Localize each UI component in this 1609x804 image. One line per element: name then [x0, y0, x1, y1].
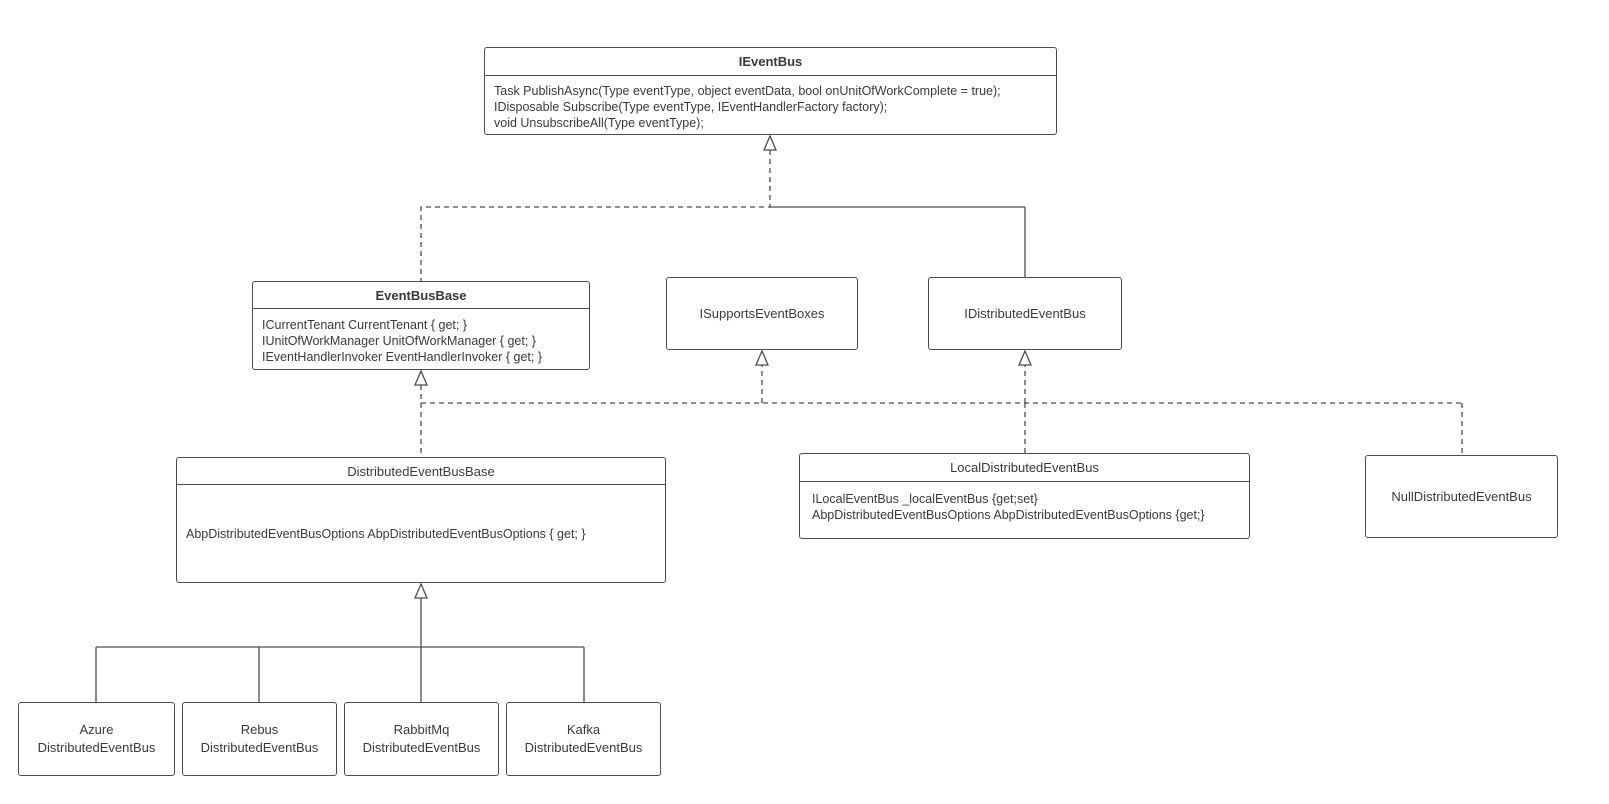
class-title: DistributedEventBusBase	[177, 458, 665, 485]
class-title: IEventBus	[485, 48, 1056, 76]
class-title-line2: DistributedEventBus	[200, 740, 319, 755]
member-line: ILocalEventBus _localEventBus {get;set}	[812, 492, 1038, 506]
class-box-nulldistributedeventbus	[1365, 455, 1558, 538]
hollow-triangle-idistributedeventbus	[1019, 351, 1031, 365]
member-line: IUnitOfWorkManager UnitOfWorkManager { get; }	[262, 334, 536, 348]
class-box-azuredistributedeventbus	[18, 702, 175, 776]
class-box-localdistributedeventbus	[799, 453, 1250, 539]
class-box-rabbitmqdistributedeventbus	[344, 702, 499, 776]
class-title-line1: Kafka	[566, 722, 601, 737]
class-title: EventBusBase	[253, 282, 589, 309]
class-box-idistributedeventbus	[928, 277, 1122, 350]
hollow-triangle-eventbusbase	[415, 371, 427, 385]
class-title-line1: RabbitMq	[393, 722, 450, 737]
class-box-kafkadistributedeventbus	[506, 702, 661, 776]
connector-providers-tree	[96, 598, 584, 702]
class-title: NullDistributedEventBus	[1391, 489, 1532, 504]
class-title-line2: DistributedEventBus	[524, 740, 643, 755]
class-title: ISupportsEventBoxes	[699, 306, 825, 321]
class-title-line1: Azure	[79, 722, 114, 737]
class-title-line2: DistributedEventBus	[37, 740, 156, 755]
member-line: ICurrentTenant CurrentTenant { get; }	[262, 318, 467, 332]
member-line: AbpDistributedEventBusOptions AbpDistributedEventBusOptions { get; }	[186, 526, 586, 541]
connector-idistributedeventbus-extends-ieventbus	[770, 207, 1025, 277]
hollow-triangle-ieventbus	[764, 136, 776, 150]
class-box-isupportseventboxes	[666, 277, 858, 350]
class-box-distributedeventbusbase	[176, 457, 666, 583]
member-line: void UnsubscribeAll(Type eventType);	[494, 116, 704, 130]
member-line: AbpDistributedEventBusOptions AbpDistributedEventBusOptions {get;}	[812, 508, 1205, 522]
class-title: LocalDistributedEventBus	[800, 454, 1249, 482]
class-members	[485, 76, 1056, 134]
hollow-triangle-distributedeventbusbase	[415, 584, 427, 598]
class-members	[800, 482, 1249, 538]
connector-eventbusbase-realizes-ieventbus	[421, 150, 770, 281]
member-line: IDisposable Subscribe(Type eventType, IEventHandlerFactory factory);	[494, 100, 888, 114]
member-line: Task PublishAsync(Type eventType, object eventData, bool onUnitOfWorkComplete = true);	[494, 84, 1001, 98]
class-title-line2: DistributedEventBus	[362, 740, 481, 755]
class-box-ieventbus	[484, 47, 1057, 135]
class-title: IDistributedEventBus	[964, 306, 1086, 321]
member-line: IEventHandlerInvoker EventHandlerInvoker { get; }	[262, 350, 543, 364]
class-members	[253, 309, 589, 369]
class-box-rebusdistributedeventbus	[182, 702, 337, 776]
hollow-triangle-isupportseventboxes	[756, 351, 768, 365]
class-box-eventbusbase	[252, 281, 590, 370]
class-title-line1: Rebus	[240, 722, 279, 737]
class-members	[177, 485, 665, 582]
